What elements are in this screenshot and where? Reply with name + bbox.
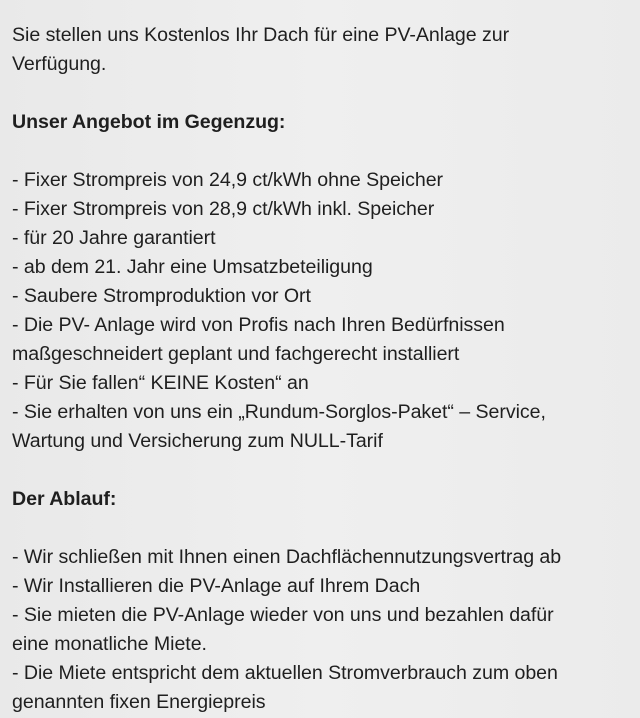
- spacer: [12, 137, 630, 166]
- process-list: [12, 543, 630, 717]
- spacer: [12, 456, 630, 485]
- process-line: - Wir Installieren die PV-Anlage auf Ihrem Dach: [12, 575, 421, 597]
- offer-line: maßgeschneidert geplant und fachgerecht installiert: [12, 343, 460, 365]
- process-line: - Die Miete entspricht dem aktuellen Stromverbrauch zum oben: [12, 662, 558, 684]
- offer-line: - Fixer Strompreis von 28,9 ct/kWh inkl. Speicher: [12, 198, 435, 220]
- intro-line-2: Verfügung.: [12, 53, 107, 75]
- offer-list: [12, 166, 630, 456]
- offer-line: - Fixer Strompreis von 24,9 ct/kWh ohne Speicher: [12, 169, 444, 191]
- offer-line: - Die PV- Anlage wird von Profis nach Ihren Bedürfnissen: [12, 314, 505, 336]
- intro-line-1: Sie stellen uns Kostenlos Ihr Dach für eine PV-Anlage zur: [12, 24, 510, 46]
- offer-line: Wartung und Versicherung zum NULL-Tarif: [12, 430, 383, 452]
- spacer: [12, 79, 630, 108]
- process-heading: Der Ablauf:: [12, 488, 117, 510]
- process-line: - Wir schließen mit Ihnen einen Dachflächennutzungsvertrag ab: [12, 546, 562, 568]
- offer-line: - Sie erhalten von uns ein „Rundum-Sorglos-Paket“ – Service,: [12, 401, 546, 423]
- process-line: genannten fixen Energiepreis: [12, 691, 266, 713]
- offer-heading: Unser Angebot im Gegenzug:: [12, 111, 286, 133]
- offer-line: - Für Sie fallen“ KEINE Kosten“ an: [12, 372, 309, 394]
- process-line: - Sie mieten die PV-Anlage wieder von uns und bezahlen dafür: [12, 604, 554, 626]
- spacer: [12, 514, 630, 543]
- offer-line: - für 20 Jahre garantiert: [12, 227, 216, 249]
- offer-line: - Saubere Stromproduktion vor Ort: [12, 285, 311, 307]
- process-line: eine monatliche Miete.: [12, 633, 207, 655]
- offer-line: - ab dem 21. Jahr eine Umsatzbeteiligung: [12, 256, 373, 278]
